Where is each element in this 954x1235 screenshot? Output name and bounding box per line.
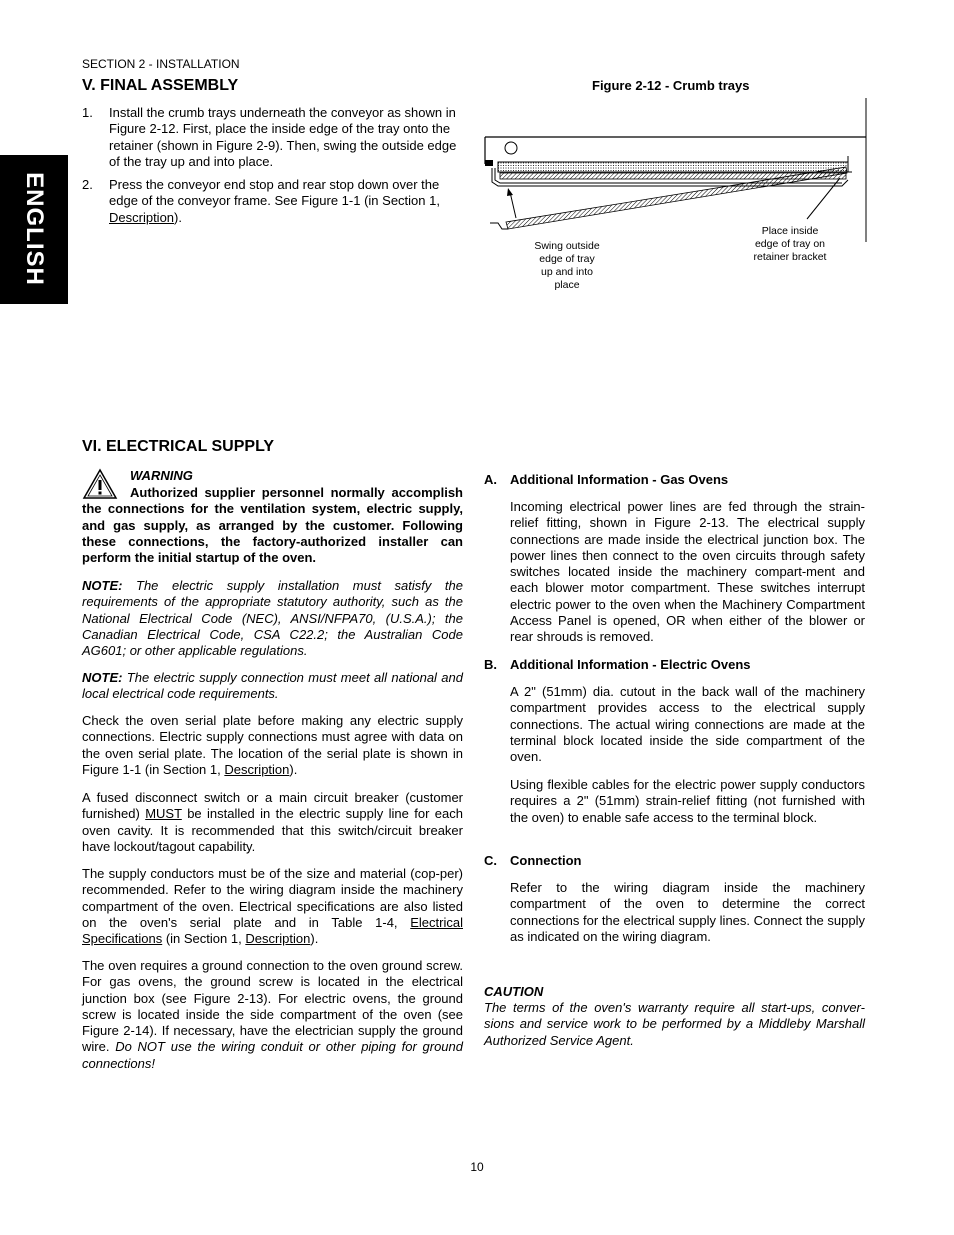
list-item-text: Install the crumb trays underneath the conveyor as shown in Figure 2-12. First, place the inside edge of the tray onto the retainer (shown in Figure 2-9). Then, swing the outside edge of the tray up and into place. bbox=[109, 105, 457, 169]
list-item bbox=[82, 177, 463, 226]
warning-text: Authorized supplier personnel normally accomplish the connections for the ventilation system, electric supply, and gas supply, as arranged by the customer. Following these connections, the factory-authorized installer can perform the initial startup of the oven. bbox=[82, 485, 463, 566]
subsection-c-heading: C. Connection bbox=[484, 853, 582, 868]
subsection-c-text: Refer to the wiring diagram inside the machinery compartment of the oven to determine the correct connections for the electrical supply lines. Connect the supply as indicated on the wiring diagram. bbox=[510, 880, 865, 944]
subsection-b-heading: B. Additional Information - Electric Ovens bbox=[484, 657, 751, 672]
figure-caption: Figure 2-12 - Crumb trays bbox=[592, 78, 750, 93]
paragraph-ground-connection: The oven requires a ground connection to the oven ground screw. For gas ovens, the ground screw is located in the electrical junction box (see Figure 2-13). For electric ovens, the ground screw is located inside the side compartment of the oven (see Figure 2-14). If necessary, have the electrician supply the ground wire. Do NOT use the wiring conduit or other piping for ground connections! bbox=[82, 958, 463, 1071]
page-number: 10 bbox=[470, 1160, 484, 1174]
list-item-number: 2. bbox=[82, 177, 93, 192]
warning-title: WARNING bbox=[130, 468, 193, 483]
callout-swing-outside: Swing outside edge of tray up and into place bbox=[534, 240, 600, 291]
subsection-b-text-2: Using flexible cables for the electric power supply conductors requires a 2" (51mm) strain-relief fitting (not furnished with the oven) to enable safe access to the terminal block. bbox=[510, 777, 865, 825]
paragraph-fused-disconnect: A fused disconnect switch or a main circuit breaker (customer furnished) MUST be installed in the electric supply line for each oven cavity. It is recommended that this switch/circuit breaker have lockout/tagout capability. bbox=[82, 790, 463, 854]
final-assembly-heading: V. FINAL ASSEMBLY bbox=[82, 77, 239, 94]
subsection-a-heading: A. Additional Information - Gas Ovens bbox=[484, 472, 729, 487]
caution-title: CAUTION bbox=[484, 984, 544, 999]
description-link[interactable]: Description bbox=[109, 209, 175, 225]
description-link[interactable]: Description bbox=[245, 931, 311, 947]
language-tab-label: ENGLISH bbox=[21, 172, 48, 286]
list-item-number: 1. bbox=[82, 105, 93, 120]
note-statutory: NOTE: The electric supply installation must satisfy the requirements of the appropriate statutory authority, such as the National Electrical Code (NEC), ANSI/NFPA70, (U.S.A.); the Canadian Electrical Code, CSA C22.2; the Australian Code AG601; or other applicable regulations. bbox=[82, 578, 463, 659]
list-item bbox=[82, 105, 463, 170]
description-link[interactable]: Description bbox=[224, 761, 290, 777]
subsection-a-text: Incoming electrical power lines are fed through the strain-relief fitting, shown in Figure 2-13. The electrical supply connections are made inside the electrical junction box. The power lines then connect to the oven circuits through safety switches located inside the machinery compart-ment and each blower motor compartment. These switches interrupt electric power to the oven when the Machinery Compartment Access Panel is opened, OR when either of the blower or rear shrouds is removed. bbox=[510, 499, 865, 645]
note-code: NOTE: The electric supply connection must meet all national and local electrical code requirements. bbox=[82, 670, 463, 702]
electrical-specifications-link[interactable]: Electrical Specifications bbox=[82, 914, 463, 947]
list-item-text: Press the conveyor end stop and rear stop down over the edge of the conveyor frame. See Figure 1-1 (in Section 1, Description). bbox=[109, 177, 440, 225]
caution-text: The terms of the oven's warranty require all start-ups, conver-sions and service work to be performed by a Middleby Marshall Authorized Service Agent. bbox=[484, 1000, 865, 1048]
electrical-supply-heading: VI. ELECTRICAL SUPPLY bbox=[82, 438, 275, 455]
section-label: SECTION 2 - INSTALLATION bbox=[82, 57, 240, 71]
callout-place-inside: Place inside edge of tray on retainer bracket bbox=[753, 225, 827, 263]
paragraph-serial-plate: Check the oven serial plate before making any electric supply connections. Electric supply connections must agree with data on the oven serial plate. The location of the serial plate is shown in Figure 1-1 (in Section 1, Description). bbox=[82, 713, 463, 777]
paragraph-supply-conductors: The supply conductors must be of the size and material (cop-per) recommended. Refer to the wiring diagram inside the machinery compartment of the oven. Electrical specifications are also listed on the oven's serial plate and in Table 1-4, Electrical Specifications (in Section 1, Description). bbox=[82, 866, 463, 947]
subsection-b-text-1: A 2" (51mm) dia. cutout in the back wall of the machinery compartment provides access to the electrical supply connections. The actual wiring connections are made at the terminal block located inside the side compartment of the oven. bbox=[510, 684, 865, 765]
